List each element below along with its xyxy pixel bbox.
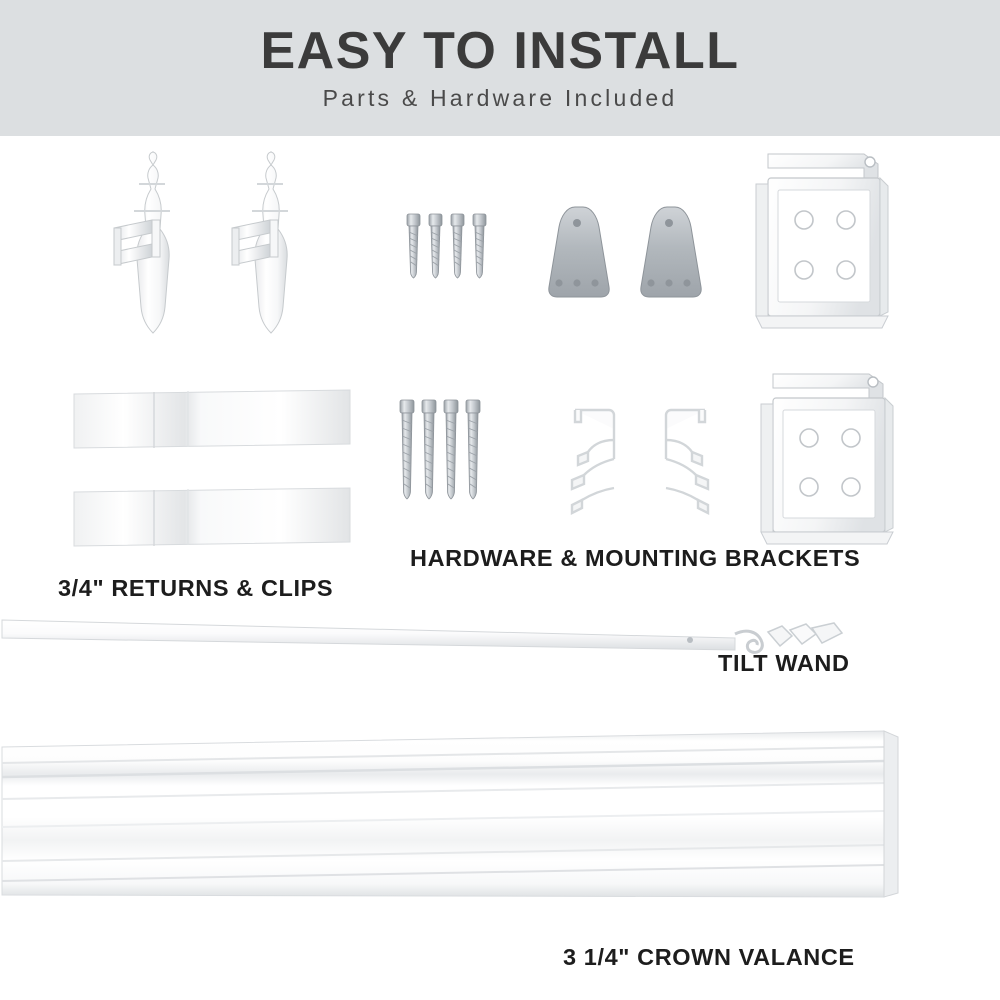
valance-clip-left [572, 410, 614, 513]
bracket-body [761, 374, 893, 544]
label-returns-clips: 3/4" RETURNS & CLIPS [58, 575, 334, 601]
finial-return-right [232, 152, 288, 333]
valance-clip-right [666, 410, 708, 513]
valance-clips-pair-group [565, 400, 715, 525]
return-strip-upper [74, 390, 350, 448]
label-crown-valance: 3 1/4" CROWN VALANCE [563, 944, 855, 970]
return-strip-lower [74, 488, 350, 546]
label-tilt-wand: TILT WAND [718, 650, 850, 676]
screw [466, 400, 480, 499]
metal-bracket-right [641, 207, 701, 297]
screw [444, 400, 458, 499]
wand-hook [735, 623, 842, 652]
label-hardware-brackets: HARDWARE & MOUNTING BRACKETS [410, 545, 861, 571]
screw [400, 400, 414, 499]
short-screws-group [405, 212, 501, 304]
screw [422, 400, 436, 499]
screw [429, 214, 442, 278]
bracket-body [756, 154, 888, 328]
long-screws-group [398, 398, 494, 516]
metal-bracket-left [549, 207, 609, 297]
screw [407, 214, 420, 278]
banner-subtitle: Parts & Hardware Included [322, 84, 678, 111]
screw [451, 214, 464, 278]
valance-mounting-bracket-top [752, 148, 912, 338]
wand-rod [2, 620, 735, 650]
metal-wall-brackets-group [545, 205, 705, 315]
returns-clips-finials-group [100, 148, 330, 363]
crown-valance-body [2, 731, 898, 897]
return-strips-group [68, 382, 368, 552]
crown-valance-part [0, 715, 920, 915]
valance-mounting-bracket-bottom [757, 368, 917, 553]
finial-return-left [114, 152, 170, 333]
banner-title: EASY TO INSTALL [260, 22, 740, 81]
header-banner [0, 0, 1000, 136]
screw [473, 214, 486, 278]
